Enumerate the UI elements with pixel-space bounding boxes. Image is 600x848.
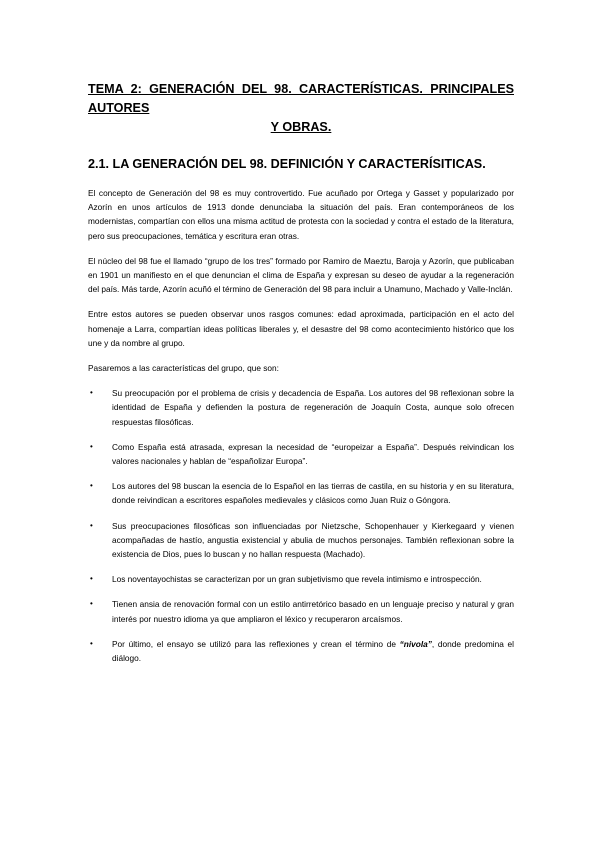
list-item: [88, 572, 514, 586]
list-item-text: Sus preocupaciones filosóficas son influenciadas por Nietzsche, Schopenhauer y Kierkegaard y vienen acompañadas de hastío, angustia existencial y abulia de muchos personajes. También reflexionan sobre la existencia de Dios, pues lo buscan y no hallan respuesta (Machado).: [112, 520, 514, 560]
list-item: [88, 440, 514, 468]
bullet-icon: •: [90, 441, 93, 451]
list-item-text: Su preocupación por el problema de crisis y decadencia de España. Los autores del 98 reflexionan sobre la identidad de España y defienden la postura de regeneración de Joaquín Costa, aunque solo ofrecen respuestas filosóficas.: [112, 388, 514, 427]
list-item-text: Los autores del 98 buscan la esencia de lo Español en las tierras de castila, en su historia y en su literatura, donde reivindican a escritores españoles medievales y clásicos como Juan Ruiz o Góngora.: [112, 481, 514, 506]
list-item-text-after: , donde predomina el diálogo.: [112, 638, 514, 664]
list-item: [88, 386, 514, 429]
list-item-text: Como España está atrasada, expresan la necesidad de “europeizar a España”. Después reivindican los valores nacionales y hablan de “españolizar Europa”.: [112, 441, 514, 467]
title-line-1: TEMA 2: GENERACIÓN DEL 98. CARACTERÍSTICAS. PRINCIPALES AUTORES: [88, 82, 514, 115]
list-item-emphasis: “nivola”: [399, 638, 432, 649]
list-item: [88, 597, 514, 625]
bullet-icon: •: [90, 388, 93, 398]
paragraph-grupo-tres: El núcleo del 98 fue el llamado “grupo de los tres” formado por Ramiro de Maeztu, Baroja y Azorín, que publicaban en 1901 un manifiesto en el que denuncian el clima de España y expresan su deseo de ayudar a la regeneración del país. Más tarde, Azorín acuñó el término de Generación del 98 para incluir a Unamuno, Machado y Valle-Inclán.: [88, 255, 514, 295]
list-item-text: Tienen ansia de renovación formal con un estilo antirretórico basado en un lenguaje preciso y natural y gran interés por nuestro idioma ya que ampliaron el léxico y recuperaron arcaísmos.: [112, 599, 514, 624]
paragraph-intro: El concepto de Generación del 98 es muy controvertido. Fue acuñado por Ortega y Gasset y popularizado por Azorín en unos artículos de 1913 donde denunciaba la situación del país. Eran contemporáneos de los modernistas, compartían con ellos una misma actitud de protesta con la sociedad y contra el estado de la literatura, pero sus preocupaciones, temática y escritura eran otras.: [88, 188, 514, 241]
paragraph-caracteristicas-intro: Pasaremos a las características del grupo, que son:: [88, 363, 279, 374]
bullet-icon: •: [90, 638, 93, 648]
paragraph-rasgos: Entre estos autores se pueden observar unos rasgos comunes: edad aproximada, participación en el acto del homenaje a Larra, compartían ideas políticas liberales y, el desastre del 98 como acontecimiento histórico que los une y da nombre al grupo.: [88, 309, 514, 348]
list-item-text-before: Por último, el ensayo se utilizó para las reflexiones y crean el término de: [112, 638, 400, 649]
list-item: [88, 637, 514, 665]
section-heading: 2.1. LA GENERACIÓN DEL 98. DEFINICIÓN Y CARACTERÍSITICAS.: [88, 157, 486, 171]
title-line-2: Y OBRAS.: [270, 120, 332, 134]
list-item-text: Los noventayochistas se caracterizan por un gran subjetivismo que revela intimismo e introspección.: [112, 574, 482, 585]
bullet-icon: •: [90, 481, 93, 491]
bullet-icon: •: [90, 574, 93, 584]
characteristics-list: [88, 386, 514, 665]
bullet-icon: •: [90, 520, 93, 530]
list-item: [88, 479, 514, 507]
document-page: [88, 80, 514, 676]
list-item: [88, 519, 514, 562]
page-title: [88, 80, 514, 137]
bullet-icon: •: [90, 599, 93, 609]
